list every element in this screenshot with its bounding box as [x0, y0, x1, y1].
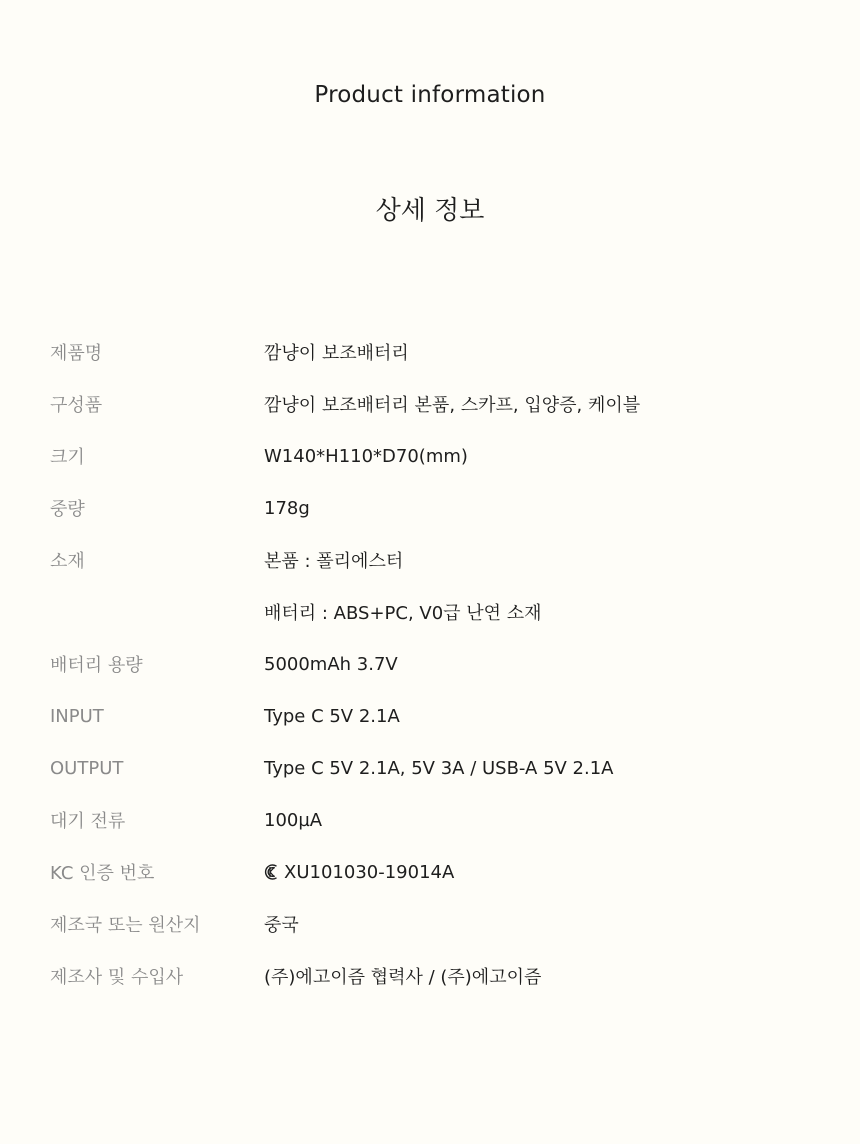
spec-row-input: [50, 690, 810, 742]
spec-label: INPUT: [50, 705, 104, 727]
spec-row-output: [50, 742, 810, 794]
spec-label: 제조사 및 수입사: [50, 967, 184, 988]
spec-label: 제품명: [50, 343, 103, 364]
spec-label: 배터리 용량: [50, 655, 143, 676]
spec-label: 크기: [50, 447, 85, 468]
spec-value: 배터리 : ABS+PC, V0급 난연 소재: [264, 603, 542, 624]
kc-certification-icon: [264, 863, 280, 881]
spec-value: 100µA: [264, 809, 323, 831]
spec-value: Type C 5V 2.1A: [264, 705, 400, 727]
spec-label: OUTPUT: [50, 757, 124, 779]
spec-value: (주)에고이즘 협력사 / (주)에고이즘: [264, 967, 542, 988]
spec-row-material: [50, 534, 810, 586]
spec-label: 구성품: [50, 395, 103, 416]
spec-value: 깜냥이 보조배터리 본품, 스카프, 입양증, 케이블: [264, 395, 641, 416]
kc-number-text: XU101030-19014A: [284, 861, 455, 883]
spec-label: 제조국 또는 원산지: [50, 915, 201, 936]
spec-row-weight: [50, 482, 810, 534]
spec-row-manufacturer: [50, 950, 810, 1002]
spec-value: 178g: [264, 497, 310, 519]
spec-row-origin: [50, 898, 810, 950]
spec-value: Type C 5V 2.1A, 5V 3A / USB-A 5V 2.1A: [264, 757, 614, 779]
spec-label: KC 인증 번호: [50, 863, 155, 884]
spec-value: 5000mAh 3.7V: [264, 653, 398, 675]
spec-label: 대기 전류: [50, 811, 126, 832]
spec-value: 깜냥이 보조배터리: [264, 343, 409, 364]
section-title: 상세 정보: [375, 196, 485, 226]
spec-row-product-name: [50, 326, 810, 378]
spec-value: W140*H110*D70(mm): [264, 445, 468, 467]
spec-table: [50, 326, 810, 1002]
spec-value: 본품 : 폴리에스터: [264, 551, 404, 572]
page-title: Product information: [314, 82, 546, 108]
spec-row-standby-current: [50, 794, 810, 846]
spec-label: 중량: [50, 499, 85, 520]
spec-label: 소재: [50, 551, 85, 572]
spec-row-components: [50, 378, 810, 430]
spec-value-kc: [264, 862, 810, 883]
spec-row-size: [50, 430, 810, 482]
spec-row-kc-number: [50, 846, 810, 898]
spec-row-material-battery: [50, 586, 810, 638]
spec-row-capacity: [50, 638, 810, 690]
spec-value: 중국: [264, 915, 299, 936]
